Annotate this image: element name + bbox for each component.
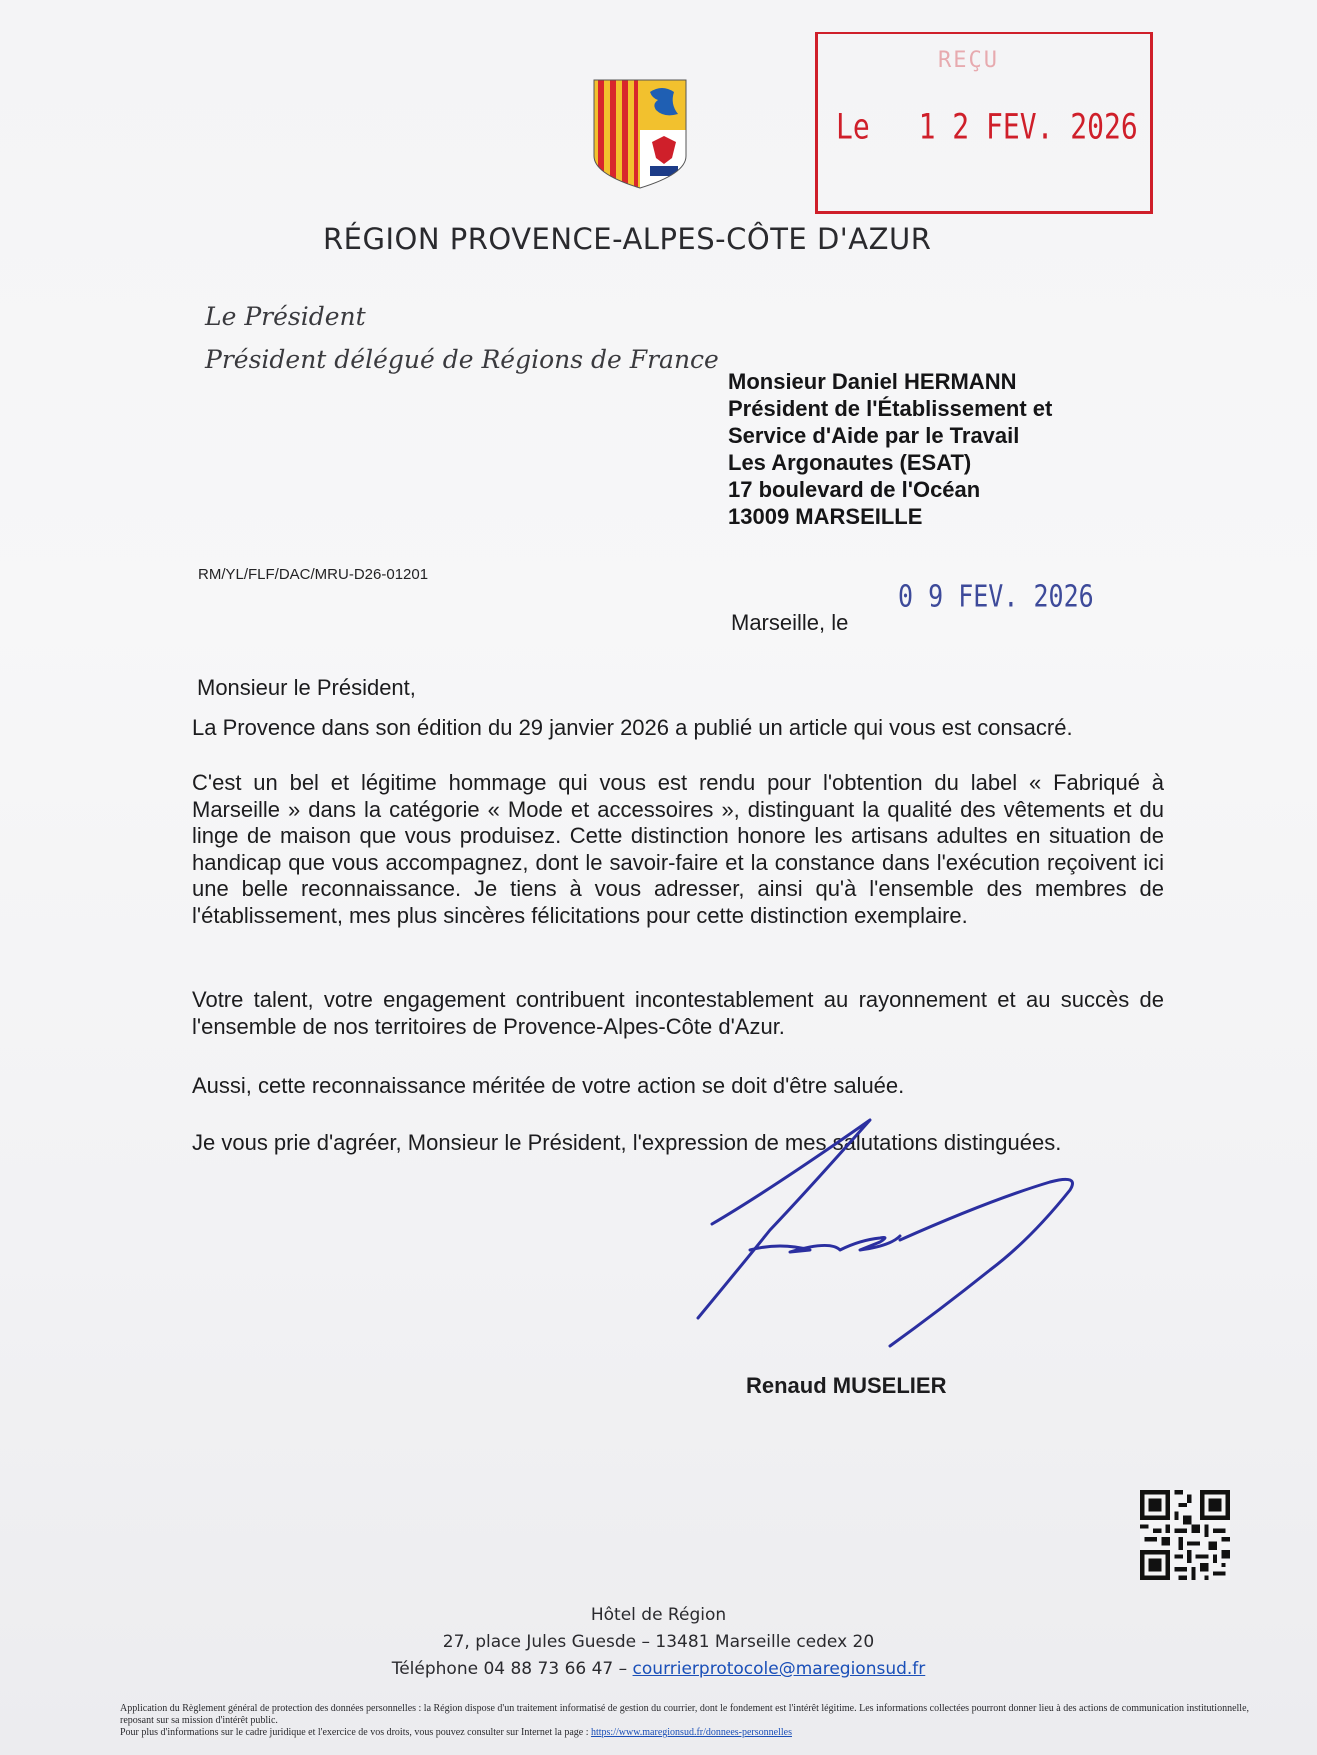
stamp-date-value: 1 2 FEV. 2026 [918, 105, 1138, 148]
recipient-line: 13009 MARSEILLE [728, 504, 923, 529]
coat-of-arms-icon [592, 78, 688, 190]
region-name: RÉGION PROVENCE-ALPES-CÔTE D'AZUR [323, 222, 932, 256]
sender-title: Le Président [205, 302, 366, 331]
recipient-line: 17 boulevard de l'Océan [728, 477, 981, 502]
recipient-line: Monsieur Daniel HERMANN [728, 369, 1017, 394]
recipient-address [728, 368, 1052, 530]
footer-line-2: 27, place Jules Guesde – 13481 Marseille cedex 20 [442, 1632, 875, 1652]
date-stamp: 0 9 FEV. 2026 [898, 579, 1094, 614]
salutation: Monsieur le Président, [197, 675, 416, 700]
stamp-date [836, 106, 1138, 147]
stamp-top-text: REÇU [938, 48, 999, 73]
footer-email-link[interactable]: courrierprotocole@maregionsud.fr [632, 1659, 926, 1679]
legal-notice: Application du Règlement général de protection des données personnelles : la Région dispose d'un traitement informatisé de gestion du courrier, dont le fondement est l'intérêt légitime. Les informations collectées pourront donner lieu à des actions de communication institutionnelle, reposant sur sa mission d'intérêt public. [120, 1703, 1250, 1726]
recipient-line: Les Argonautes (ESAT) [728, 450, 972, 475]
paragraph: Votre talent, votre engagement contribuent incontestablement au rayonnement et au succès de l'ensemble de nos territoires de Provence-Alpes-Côte d'Azur. [192, 987, 1164, 1039]
reference-number: RM/YL/FLF/DAC/MRU-D26-01201 [198, 566, 429, 583]
paragraph: C'est un bel et légitime hommage qui vous est rendu pour l'obtention du label « Fabriqué à Marseille » dans la catégorie « Mode et accessoires », distinguant la qualité des vêtements et du linge de maison que vous produisez. Cette distinction honore les artisans adultes en situation de handicap que vous accompagnez, dont le savoir-faire et la constance dans l'exécution reçoivent ici une belle reconnaissance. Je tiens à vous adresser, ainsi qu'à l'ensemble des membres de l'établissement, mes plus sincères félicitations pour cette distinction exemplaire. [192, 770, 1164, 928]
received-stamp [815, 32, 1153, 214]
recipient-line: Service d'Aide par le Travail [728, 423, 1020, 448]
paragraph: Aussi, cette reconnaissance méritée de votre action se doit d'être saluée. [192, 1073, 905, 1098]
legal-link[interactable]: https://www.maregionsud.fr/donnees-personnelles [590, 1727, 792, 1738]
signature-icon [690, 1100, 1210, 1360]
footer-contact [0, 1659, 1317, 1679]
legal-notice-more-text: Pour plus d'informations sur le cadre juridique et l'exercice de vos droits, vous pouvez consulter sur Internet la page : [120, 1727, 589, 1738]
signer-name: Renaud MUSELIER [746, 1373, 947, 1398]
sender-subtitle: Président délégué de Régions de France [205, 345, 719, 374]
place-date-label: Marseille, le [731, 610, 849, 635]
stamp-le: Le [836, 105, 870, 148]
footer-line-1: Hôtel de Région [590, 1605, 727, 1625]
paragraph: La Provence dans son édition du 29 janvier 2026 a publié un article qui vous est consacré. [192, 715, 1073, 740]
qr-code-icon [1140, 1490, 1230, 1580]
footer-phone: Téléphone 04 88 73 66 47 – [391, 1659, 628, 1679]
recipient-line: Président de l'Établissement et [728, 396, 1053, 421]
legal-notice-more [120, 1727, 1260, 1739]
paragraph: Je vous prie d'agréer, Monsieur le Président, l'expression de mes salutations distinguées. [192, 1130, 1062, 1155]
